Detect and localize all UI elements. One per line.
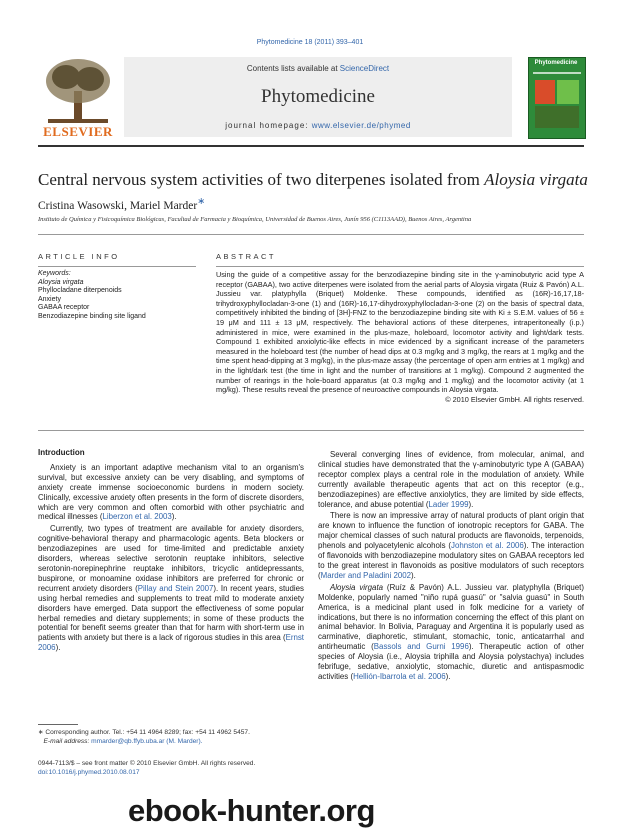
right-p2-text: There is now an impressive array of natural products of plant origin that are known to influence the function of ionotropic receptors for GABA. The major chemical classes of such natural products are flavonoids, terpenoids, phenols and polyacetylenic alcohols ( <box>318 511 584 551</box>
keywords-label: Keywords: <box>38 270 71 277</box>
page-footer <box>38 760 338 777</box>
journal-name: Phytomedicine <box>261 86 375 107</box>
ref-pillay[interactable]: Pillay and Stein 2007 <box>137 583 214 593</box>
ref-johnston[interactable]: Johnston et al. 2006 <box>451 541 524 551</box>
journal-homepage <box>124 121 512 130</box>
right-paragraph-3 <box>318 583 584 682</box>
right-p3-species: Aloysia virgata <box>330 582 384 592</box>
email-line <box>38 738 304 747</box>
ref-hellion[interactable]: Hellión-Ibarrola et al. 2006 <box>353 671 446 681</box>
ref-lader[interactable]: Lader 1999 <box>428 499 469 509</box>
ref-marder[interactable]: Marder and Paladini 2002 <box>320 570 412 580</box>
issn-line: 0944-7113/$ – see front matter © 2010 Elsevier GmbH. All rights reserved. <box>38 760 256 767</box>
intro-p1-text: Anxiety is an important adaptive mechanism vital to an organism's survival, but excessive anxiety can be very disabling, and symptoms of anxiety create immense socioeconomic burdens in modern society. Clinically, excessive anxiety often presents in the form of discrete disorders, which are very common and often comorbid with other psychiatric and medical illnesses ( <box>38 462 304 522</box>
watermark: ebook-hunter.org <box>128 793 375 828</box>
right-p3-mid: ). Therapeutic action of other species of Aloysia (i.e., Aloysia triphilla and Aloysia polystachya) includes febrifuge, sedative, anxiolytic, stomachic, diuretic and antispasmodic activities ( <box>318 642 584 681</box>
abstract-heading: ABSTRACT <box>216 252 277 261</box>
right-p3-text: (Ruíz & Pavón) A.L. Jussieu var. platyphylla (Briquet) Moldenke, popularly named "niño rupá guasú" or "salvia guasú" in South America, is a medicinal plant used in folk medicine for a variety of indications, but there is no information concerning the effect of this plant on animal behavior. In Bolivia, Paraguay and Argentina it is popularly used as carminative, diaphoretic, stimulant, stomachic, tonic, anticatarrhal and antirheumatic ( <box>318 582 584 652</box>
cover-art-icon <box>529 58 585 138</box>
intro-paragraph-1 <box>38 463 304 522</box>
authors-text: Cristina Wasowski, Mariel Marder <box>38 199 198 212</box>
sciencedirect-link[interactable]: ScienceDirect <box>339 64 390 73</box>
right-p1-text: Several converging lines of evidence, from molecular, animal, and clinical studies have demonstrated that the γ-aminobutyric type A (GABAA) receptor complex plays a central role in the modulation of anxiety. While currently available therapeutic agents that act on this receptor (e.g., benzodiazepines) are effective anxiolytics, they are limited by side effects, tolerance, and abuse potential ( <box>318 450 584 509</box>
email-link[interactable]: mmarder@qb.ffyb.uba.ar (M. Marder). <box>91 737 203 745</box>
left-column <box>38 448 304 655</box>
ref-bassols[interactable]: Bassols and Gurni 1996 <box>373 642 469 652</box>
header-rule <box>38 145 584 147</box>
homepage-label: journal homepage: <box>225 121 312 130</box>
right-p1-end: ). <box>468 499 474 509</box>
contents-line <box>124 64 512 73</box>
elsevier-wordmark: ELSEVIER <box>43 124 113 139</box>
tree-icon <box>38 57 118 125</box>
article-info-rule <box>38 266 196 267</box>
ref-liberzon[interactable]: Liberzon et al. 2003 <box>102 512 172 522</box>
author-list <box>38 196 205 212</box>
intro-p2-end: ). <box>55 643 61 653</box>
keyword-item: Aloysia virgata <box>38 278 84 286</box>
article-info-heading: ARTICLE INFO <box>38 252 120 261</box>
email-label: E-mail address: <box>43 737 90 745</box>
intro-p2-mid: ). In recent years, studies using herbal remedies and supplements to treat mild to moderate anxiety disorders have emerged. Data support the effectiveness of some popular herbal remedies and dietary supplements; in some of these products the potential for benefit seems greater than that for harm with short-term use in patients with anxiety but there is a lack of rigorous studies in this area ( <box>38 583 305 643</box>
article-title <box>38 170 598 190</box>
corresponding-author-note: ∗ Corresponding author. Tel.: +54 11 4964 8289; fax: +54 11 4962 5457. <box>38 729 250 736</box>
body-rule <box>38 430 584 431</box>
right-p2-mid: ). The interaction of flavonoids with benzodiazepine modulatory sites on GABAA receptors led to the great interest in flavonoids as positive modulators of such receptors ( <box>318 541 584 580</box>
right-p3-end: ). <box>445 671 451 681</box>
right-paragraph-1 <box>318 450 584 509</box>
contents-prefix: Contents lists available at <box>246 64 340 73</box>
keyword-item: Phyllocladane diterpenoids <box>38 287 122 295</box>
corresponding-author-mark[interactable]: ∗ <box>197 196 206 207</box>
doi-link[interactable]: doi:10.1016/j.phymed.2010.08.017 <box>38 768 140 776</box>
abstract-copyright: © 2010 Elsevier GmbH. All rights reserved. <box>445 394 584 404</box>
abstract-text: Using the guide of a competitive assay for the benzodiazepine binding site in the γ-aminobutyric acid type A receptor (GABAA), two active diterpenes were isolated from the aerial parts of Aloysia virgata (Ruiz & Pavón) A.L. Jussieu var. platyphylla (Briquet) Moldenke. These compounds, identified as (16R)-16,17,18-trihydroxyphyllocladan-3-one (1) and (16R)-16,17-dihydroxyphyllocladan-3-one (2) on the basis of spectral data, competitively inhibited the binding of [3H]-FNZ to the benzodiazepine binding site with Ki ± S.E.M. values of 56 ± 19 μM and 111 ± 13 μM, respectively. The behavioral actions of these diterpenes, intraperitoneally (i.p.) administered in mice, were examined in the plus-maze, holeboard, locomotor activity and light/dark tests. Compound 1 exhibited anxiolytic-like effects in mice evidenced by a significant increase of the parameters measured in the holeboard test (the number of head dips at 0.3 mg/kg and 3 mg/kg, the rears at 1 mg/kg and the time spent head-dipping at 3 mg/kg), in the plus-maze assay (the percentage of open arm entries at 1 mg/kg) and in the light/dark test (the time in light and the number of transitions at 1 mg/kg). Compound 2 augmented the number of rearings in the hole-board apparatus (at 0.3 mg/kg and 1 mg/kg) and the locomotor activity (at 1 mg/kg). These results reveal the presence of neuroactive compounds in Aloysia virgata. <box>216 270 584 395</box>
ref-ernst[interactable]: Ernst 2006 <box>38 633 304 653</box>
title-species: Aloysia virgata <box>484 170 588 189</box>
intro-p1-end: ). <box>171 512 177 522</box>
intro-p2-text: Currently, two types of treatment are available for anxiety disorders, cognitive-behavioral therapy and pharmacologic agents. Beta blockers or benzodiazepines are used for time-limited and predictable anxiety disorders, whereas selective serotonin reuptake inhibitors, selective serotonin-norepinephrine reuptake inhibitors, tricyclic antidepressants, buspirone, or monoamine oxidase inhibitors are preferred for chronic or recurrent anxiety disorders ( <box>38 524 304 593</box>
title-text: Central nervous system activities of two diterpenes isolated from <box>38 170 485 189</box>
affiliation: Instituto de Química y Fisicoquímica Biológicas, Facultad de Farmacia y Bioquímica, Universidad de Buenos Aires, Junín 956 (C1113AAD), Buenos Aires, Argentina <box>38 216 472 223</box>
intro-paragraph-2 <box>38 524 304 653</box>
keyword-item: Anxiety <box>38 295 61 303</box>
journal-cover-image <box>528 57 586 139</box>
right-paragraph-2 <box>318 511 584 580</box>
citation[interactable]: Phytomedicine 18 (2011) 393–401 <box>256 39 364 46</box>
cover-title: Phytomedicine <box>534 60 578 66</box>
homepage-link[interactable]: www.elsevier.de/phymed <box>311 121 411 130</box>
introduction-heading: Introduction <box>38 448 85 457</box>
keyword-item: Benzodiazepine binding site ligand <box>38 312 146 320</box>
footnote <box>38 729 304 746</box>
affiliation-rule <box>38 234 584 235</box>
abstract-rule <box>216 266 584 267</box>
abstract-body <box>216 270 584 404</box>
keywords-block <box>38 270 198 322</box>
right-p2-end: ). <box>411 570 416 580</box>
keyword-item: GABAA receptor <box>38 304 90 312</box>
footnote-rule <box>38 724 78 725</box>
right-column <box>318 450 584 684</box>
